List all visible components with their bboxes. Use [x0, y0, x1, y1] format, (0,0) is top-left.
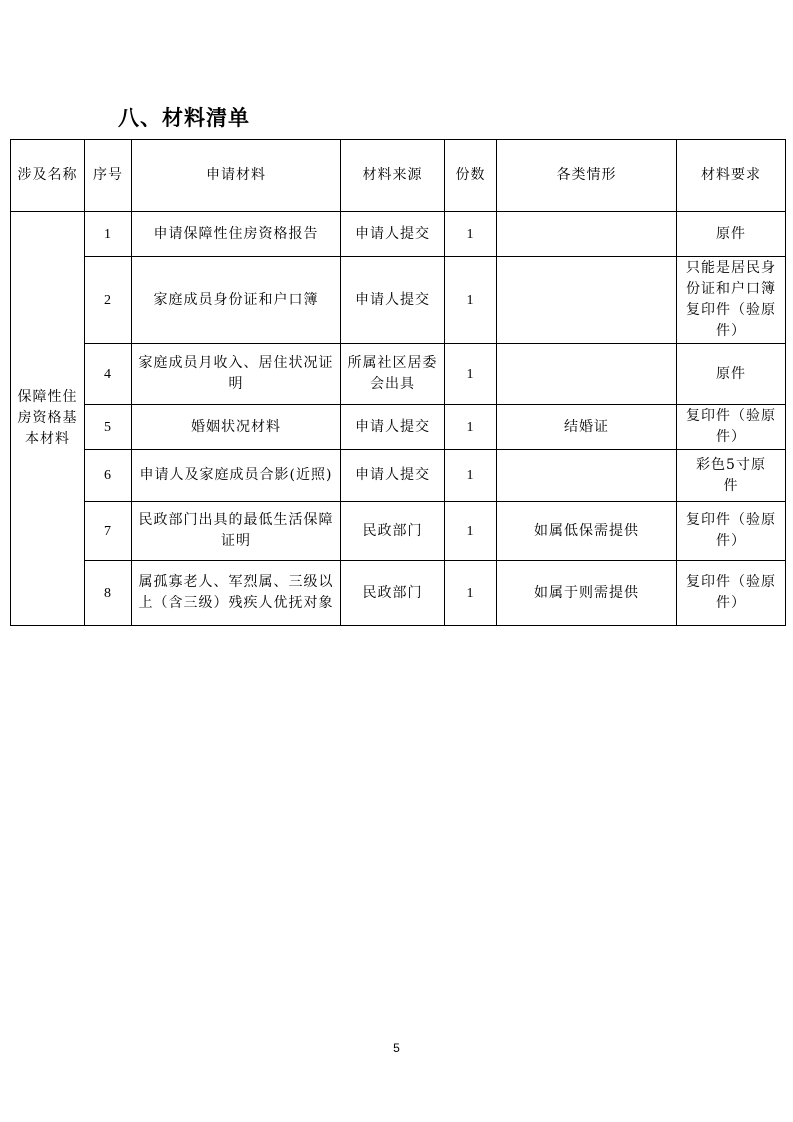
- material-cell: 婚姻状况材料: [132, 405, 341, 450]
- header-cell: 份数: [445, 140, 497, 212]
- situation-cell: [497, 212, 677, 257]
- source-cell: 申请人提交: [341, 450, 445, 502]
- copies-cell: 1: [445, 344, 497, 405]
- material-cell: 申请保障性住房资格报告: [132, 212, 341, 257]
- header-cell: 序号: [85, 140, 132, 212]
- table-row: [11, 450, 786, 502]
- row-number: 1: [85, 212, 132, 257]
- copies-cell: 1: [445, 450, 497, 502]
- situation-cell: 结婚证: [497, 405, 677, 450]
- header-cell: 各类情形: [497, 140, 677, 212]
- copies-cell: 1: [445, 257, 497, 344]
- table-row: [11, 344, 786, 405]
- page-number: 5: [393, 1041, 400, 1055]
- requirement-cell: 复印件（验原件）: [677, 561, 786, 626]
- source-cell: 申请人提交: [341, 257, 445, 344]
- row-number: 5: [85, 405, 132, 450]
- source-cell: 申请人提交: [341, 212, 445, 257]
- table-row: [11, 561, 786, 626]
- situation-cell: 如属于则需提供: [497, 561, 677, 626]
- row-number: 7: [85, 502, 132, 561]
- table-row: [11, 405, 786, 450]
- header-cell: 涉及名称: [11, 140, 85, 212]
- row-number: 6: [85, 450, 132, 502]
- situation-cell: 如属低保需提供: [497, 502, 677, 561]
- requirement-cell: 复印件（验原件）: [677, 405, 786, 450]
- copies-cell: 1: [445, 561, 497, 626]
- header-cell: 申请材料: [132, 140, 341, 212]
- section-heading: 八、材料清单: [118, 106, 250, 130]
- source-cell: 所属社区居委会出具: [341, 344, 445, 405]
- material-cell: 申请人及家庭成员合影(近照): [132, 450, 341, 502]
- row-number: 8: [85, 561, 132, 626]
- table-row: [11, 212, 786, 257]
- situation-cell: [497, 450, 677, 502]
- row-number: 4: [85, 344, 132, 405]
- table-row: [11, 257, 786, 344]
- table-row: [11, 502, 786, 561]
- requirement-cell: 原件: [677, 344, 786, 405]
- header-cell: 材料要求: [677, 140, 786, 212]
- source-cell: 民政部门: [341, 561, 445, 626]
- situation-cell: [497, 344, 677, 405]
- source-cell: 民政部门: [341, 502, 445, 561]
- requirement-cell: 原件: [677, 212, 786, 257]
- copies-cell: 1: [445, 212, 497, 257]
- material-cell: 家庭成员身份证和户口簿: [132, 257, 341, 344]
- header-cell: 材料来源: [341, 140, 445, 212]
- row-number: 2: [85, 257, 132, 344]
- table-header-row: [11, 140, 786, 212]
- copies-cell: 1: [445, 405, 497, 450]
- material-cell: 家庭成员月收入、居住状况证明: [132, 344, 341, 405]
- requirement-cell: 只能是居民身份证和户口簿复印件（验原件）: [677, 257, 786, 344]
- category-cell: 保障性住房资格基本材料: [11, 212, 85, 626]
- material-cell: 属孤寡老人、军烈属、三级以上（含三级）残疾人优抚对象: [132, 561, 341, 626]
- materials-table: [10, 139, 786, 626]
- source-cell: 申请人提交: [341, 405, 445, 450]
- material-cell: 民政部门出具的最低生活保障证明: [132, 502, 341, 561]
- copies-cell: 1: [445, 502, 497, 561]
- requirement-cell: 彩色5寸原件: [677, 450, 786, 502]
- requirement-cell: 复印件（验原件）: [677, 502, 786, 561]
- situation-cell: [497, 257, 677, 344]
